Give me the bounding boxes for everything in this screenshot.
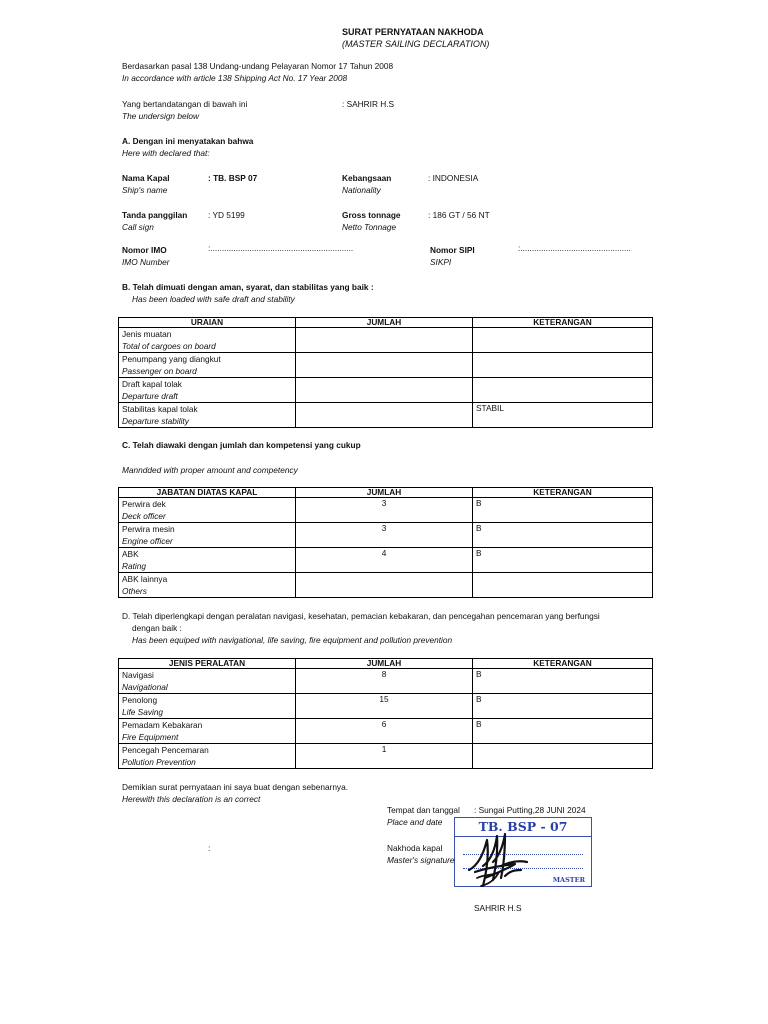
row-label: Pemadam Kebakaran bbox=[122, 720, 203, 730]
section-c-title: C. Telah diawaki dengan jumlah dan kompetensi yang cukup bbox=[122, 440, 361, 450]
row-label: Navigasi bbox=[122, 670, 154, 680]
master-label: Nakhoda kapal bbox=[387, 843, 443, 853]
row-label: Penolong bbox=[122, 695, 158, 705]
jumlah-cell: 3 bbox=[296, 498, 473, 523]
jumlah-cell: 8 bbox=[296, 669, 473, 694]
row-label-cell bbox=[119, 694, 296, 719]
section-d-title-line1: D. Telah diperlengkapi dengan peralatan navigasi, kesehatan, pemacian kebakaran, dan pencegahan pencemaran yang berfungsi bbox=[122, 611, 600, 621]
row-label-cell bbox=[119, 669, 296, 694]
gross-label: Gross tonnage bbox=[342, 210, 401, 220]
keterangan-cell bbox=[473, 328, 653, 353]
row-label-cell bbox=[119, 523, 296, 548]
section-d-title-line2: dengan baik : bbox=[132, 623, 182, 633]
table-row bbox=[119, 523, 653, 548]
doc-subtitle: (MASTER SAILING DECLARATION) bbox=[342, 39, 490, 49]
row-label-en: Engine officer bbox=[122, 536, 173, 546]
sipi-label-en: SIKPI bbox=[430, 257, 452, 267]
table-row bbox=[119, 378, 653, 403]
column-header: JUMLAH bbox=[296, 318, 473, 328]
table-row bbox=[119, 573, 653, 598]
undersigned-label-en: The undersign below bbox=[122, 111, 200, 121]
jumlah-cell: 4 bbox=[296, 548, 473, 573]
keterangan-cell: STABIL bbox=[473, 403, 653, 428]
imo-label-en: IMO Number bbox=[122, 257, 170, 267]
row-label: Perwira mesin bbox=[122, 524, 175, 534]
row-label-cell bbox=[119, 548, 296, 573]
table-row bbox=[119, 744, 653, 769]
nationality-label-en: Nationality bbox=[342, 185, 381, 195]
column-header: KETERANGAN bbox=[473, 318, 653, 328]
row-label: ABK lainnya bbox=[122, 574, 168, 584]
row-label-cell bbox=[119, 378, 296, 403]
jumlah-cell: 1 bbox=[296, 744, 473, 769]
basis-id: Berdasarkan pasal 138 Undang-undang Pelayaran Nomor 17 Tahun 2008 bbox=[122, 61, 394, 71]
row-label-cell bbox=[119, 498, 296, 523]
keterangan-cell: B bbox=[473, 719, 653, 744]
row-label-cell bbox=[119, 719, 296, 744]
row-label: Pencegah Pencemaran bbox=[122, 745, 209, 755]
call-sign-value: : YD 5199 bbox=[208, 210, 245, 220]
column-header: KETERANGAN bbox=[473, 488, 653, 498]
undersigned-value: : SAHRIR H.S bbox=[342, 99, 395, 109]
row-label-cell bbox=[119, 403, 296, 428]
keterangan-cell bbox=[473, 573, 653, 598]
closing-statement-en: Herewith this declaration is an correct bbox=[122, 794, 261, 804]
undersigned-label: Yang bertandatangan di bawah ini bbox=[122, 99, 248, 109]
place-date-label: Tempat dan tanggal bbox=[387, 805, 460, 815]
row-label-en: Pollution Prevention bbox=[122, 757, 196, 767]
place-date-value: : Sungai Putting,28 JUNI 2024 bbox=[474, 805, 586, 815]
row-label-en: Others bbox=[122, 586, 147, 596]
sipi-value: :................................................ bbox=[518, 243, 631, 253]
ship-name-value: : TB. BSP 07 bbox=[208, 173, 258, 183]
column-header: JUMLAH bbox=[296, 659, 473, 669]
row-label: Draft kapal tolak bbox=[122, 379, 182, 389]
keterangan-cell: B bbox=[473, 669, 653, 694]
jumlah-cell: 6 bbox=[296, 719, 473, 744]
closing-statement: Demikian surat pernyataan ini saya buat dengan sebenarnya. bbox=[122, 782, 349, 792]
sipi-label: Nomor SIPI bbox=[430, 245, 475, 255]
row-label-en: Departure stability bbox=[122, 416, 189, 426]
call-sign-label: Tanda panggilan bbox=[122, 210, 188, 220]
row-label: Jenis muatan bbox=[122, 329, 172, 339]
signatory-name: SAHRIR H.S bbox=[474, 903, 522, 913]
table-loading bbox=[118, 317, 653, 428]
keterangan-cell: B bbox=[473, 548, 653, 573]
section-a-title-en: Here with declared that: bbox=[122, 148, 210, 158]
jumlah-cell bbox=[296, 573, 473, 598]
keterangan-cell: B bbox=[473, 523, 653, 548]
nationality-value: : INDONESIA bbox=[428, 173, 479, 183]
ship-name-label: Nama Kapal bbox=[122, 173, 170, 183]
table-header-row bbox=[119, 318, 653, 328]
imo-label: Nomor IMO bbox=[122, 245, 167, 255]
table-row bbox=[119, 328, 653, 353]
row-label-en: Deck officer bbox=[122, 511, 166, 521]
keterangan-cell bbox=[473, 353, 653, 378]
section-b-title-en: Has been loaded with safe draft and stability bbox=[132, 294, 295, 304]
row-label: Perwira dek bbox=[122, 499, 166, 509]
row-label-en: Rating bbox=[122, 561, 146, 571]
jumlah-cell bbox=[296, 378, 473, 403]
row-label-en: Departure draft bbox=[122, 391, 178, 401]
table-row bbox=[119, 403, 653, 428]
stray-colon: : bbox=[208, 843, 211, 853]
keterangan-cell bbox=[473, 744, 653, 769]
stamp-master: MASTER bbox=[552, 876, 585, 884]
table-equipment bbox=[118, 658, 653, 769]
column-header: JABATAN DIATAS KAPAL bbox=[119, 488, 296, 498]
section-a-title: A. Dengan ini menyatakan bahwa bbox=[122, 136, 254, 146]
row-label-cell bbox=[119, 744, 296, 769]
row-label-en: Fire Equipment bbox=[122, 732, 179, 742]
table-row bbox=[119, 694, 653, 719]
jumlah-cell bbox=[296, 353, 473, 378]
row-label-en: Passenger on board bbox=[122, 366, 197, 376]
call-sign-label-en: Call sign bbox=[122, 222, 154, 232]
jumlah-cell: 15 bbox=[296, 694, 473, 719]
row-label-cell bbox=[119, 353, 296, 378]
table-row bbox=[119, 548, 653, 573]
table-row bbox=[119, 719, 653, 744]
row-label-en: Life Saving bbox=[122, 707, 164, 717]
jumlah-cell bbox=[296, 403, 473, 428]
stamp-ship-name: TB. BSP - 07 bbox=[455, 818, 591, 837]
jumlah-cell: 3 bbox=[296, 523, 473, 548]
section-d-title-en: Has been equiped with navigational, life saving, fire equipment and pollution prevention bbox=[132, 635, 453, 645]
row-label-en: Navigational bbox=[122, 682, 168, 692]
keterangan-cell: B bbox=[473, 498, 653, 523]
row-label: ABK bbox=[122, 549, 139, 559]
gross-value: : 186 GT / 56 NT bbox=[428, 210, 490, 220]
row-label-cell bbox=[119, 328, 296, 353]
column-header: KETERANGAN bbox=[473, 659, 653, 669]
table-header-row bbox=[119, 488, 653, 498]
keterangan-cell bbox=[473, 378, 653, 403]
table-row bbox=[119, 498, 653, 523]
jumlah-cell bbox=[296, 328, 473, 353]
table-row bbox=[119, 353, 653, 378]
doc-title: SURAT PERNYATAAN NAKHODA bbox=[342, 27, 484, 37]
section-c-title-en: Manndded with proper amount and competency bbox=[122, 465, 298, 475]
row-label: Penumpang yang diangkut bbox=[122, 354, 221, 364]
row-label: Stabilitas kapal tolak bbox=[122, 404, 198, 414]
master-label-en: Master's signature bbox=[387, 855, 455, 865]
table-header-row bbox=[119, 659, 653, 669]
imo-value: :.............................................................. bbox=[208, 243, 354, 253]
handwritten-signature bbox=[465, 826, 535, 896]
section-b-title: B. Telah dimuati dengan aman, syarat, dan stabilitas yang baik : bbox=[122, 282, 374, 292]
row-label-cell bbox=[119, 573, 296, 598]
column-header: JUMLAH bbox=[296, 488, 473, 498]
keterangan-cell: B bbox=[473, 694, 653, 719]
row-label-en: Total of cargoes on board bbox=[122, 341, 216, 351]
column-header: JENIS PERALATAN bbox=[119, 659, 296, 669]
basis-en: In accordance with article 138 Shipping Act No. 17 Year 2008 bbox=[122, 73, 348, 83]
nationality-label: Kebangsaan bbox=[342, 173, 392, 183]
column-header: URAIAN bbox=[119, 318, 296, 328]
table-crew bbox=[118, 487, 653, 598]
gross-label-en: Netto Tonnage bbox=[342, 222, 397, 232]
table-row bbox=[119, 669, 653, 694]
place-date-label-en: Place and date bbox=[387, 817, 443, 827]
ship-name-label-en: Ship's name bbox=[122, 185, 168, 195]
